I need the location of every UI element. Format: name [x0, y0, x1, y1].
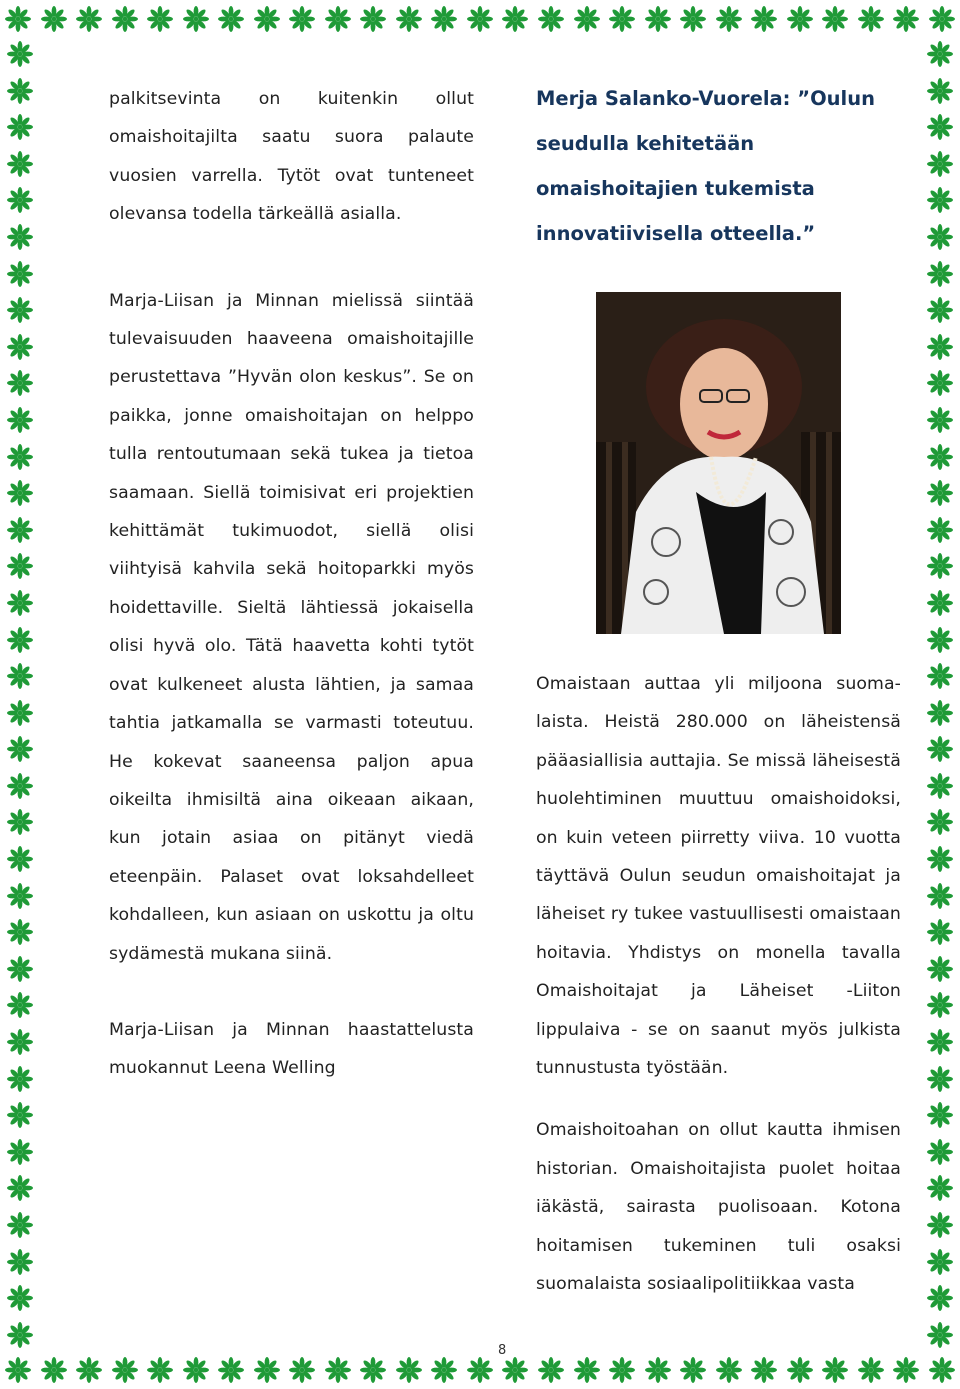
ornamental-leaf-icon: [6, 1211, 34, 1239]
ornamental-leaf-icon: [926, 1174, 954, 1202]
ornamental-leaf-icon: [926, 333, 954, 361]
ornamental-leaf-icon: [926, 479, 954, 507]
ornamental-leaf-icon: [926, 699, 954, 727]
ornamental-leaf-icon: [146, 5, 174, 33]
ornamental-leaf-icon: [857, 5, 885, 33]
ornamental-leaf-icon: [395, 5, 423, 33]
ornamental-leaf-icon: [679, 1356, 707, 1384]
ornamental-leaf-icon: [6, 1248, 34, 1276]
border-bottom: [0, 1351, 960, 1389]
ornamental-leaf-icon: [466, 5, 494, 33]
ornamental-leaf-icon: [40, 5, 68, 33]
ornamental-leaf-icon: [6, 186, 34, 214]
ornamental-leaf-icon: [6, 516, 34, 544]
ornamental-leaf-icon: [644, 5, 672, 33]
ornamental-leaf-icon: [6, 735, 34, 763]
left-paragraph-1: palkitsevinta on kuitenkin ollut omaishoitajilta saatu suora palaute vuosien varrella. Tytöt ovat tunteneet olevansa todella tärkeällä asialla.: [109, 89, 474, 225]
ornamental-leaf-icon: [6, 626, 34, 654]
ornamental-leaf-icon: [926, 406, 954, 434]
ornamental-leaf-icon: [926, 1065, 954, 1093]
ornamental-leaf-icon: [715, 1356, 743, 1384]
ornamental-leaf-icon: [928, 5, 956, 33]
ornamental-leaf-icon: [926, 772, 954, 800]
ornamental-leaf-icon: [926, 40, 954, 68]
ornamental-leaf-icon: [926, 223, 954, 251]
ornamental-leaf-icon: [146, 1356, 174, 1384]
ornamental-leaf-icon: [253, 5, 281, 33]
ornamental-leaf-icon: [608, 5, 636, 33]
ornamental-leaf-icon: [786, 5, 814, 33]
ornamental-leaf-icon: [182, 5, 210, 33]
ornamental-leaf-icon: [573, 1356, 601, 1384]
ornamental-leaf-icon: [430, 1356, 458, 1384]
ornamental-leaf-icon: [926, 589, 954, 617]
ornamental-leaf-icon: [926, 443, 954, 471]
ornamental-leaf-icon: [926, 1138, 954, 1166]
ornamental-leaf-icon: [926, 186, 954, 214]
ornamental-leaf-icon: [40, 1356, 68, 1384]
ornamental-leaf-icon: [926, 552, 954, 580]
ornamental-leaf-icon: [6, 77, 34, 105]
ornamental-leaf-icon: [926, 516, 954, 544]
left-paragraph-2: Marja-Liisan ja Minnan mielissä siintää tulevaisuuden haaveena omaishoitajille perustettava ”Hyvän olon keskus”. Se on paikka, jonne omaishoitajan on helppo tulla rentoutumaan sekä tukea ja tietoa saamaan. Siellä toimisivat eri projektien kehittämät tukimuodot, siellä olisi viihtyisä kahvila sekä hoitoparkki myös hoidettaville. Sieltä lähtiessä jokaisella olisi hyvä olo. Tätä haavetta kohti tytöt ovat kulkeneet alusta lähtien, ja samaa tahtia jatkamalla se varmasti toteutuu. He kokevat saaneensa paljon apua oikeilta ihmisiltä aina oikeaan aikaan, kun jotain asiaa on pitänyt viedä eteenpäin. Palaset ovat loksahdelleet kohdalleen, kun asiaan on uskottu ja oltu sydämestä mukana siinä.: [109, 290, 474, 964]
ornamental-leaf-icon: [6, 260, 34, 288]
ornamental-leaf-icon: [926, 662, 954, 690]
ornamental-leaf-icon: [926, 77, 954, 105]
ornamental-leaf-icon: [6, 1321, 34, 1349]
ornamental-leaf-icon: [6, 845, 34, 873]
ornamental-leaf-icon: [926, 991, 954, 1019]
ornamental-leaf-icon: [926, 1028, 954, 1056]
ornamental-leaf-icon: [6, 991, 34, 1019]
ornamental-leaf-icon: [6, 955, 34, 983]
ornamental-leaf-icon: [926, 1284, 954, 1312]
ornamental-leaf-icon: [644, 1356, 672, 1384]
ornamental-leaf-icon: [857, 1356, 885, 1384]
ornamental-leaf-icon: [111, 5, 139, 33]
ornamental-leaf-icon: [6, 1284, 34, 1312]
ornamental-leaf-icon: [6, 1174, 34, 1202]
ornamental-leaf-icon: [926, 260, 954, 288]
ornamental-leaf-icon: [501, 1356, 529, 1384]
ornamental-leaf-icon: [395, 1356, 423, 1384]
ornamental-leaf-icon: [926, 735, 954, 763]
ornamental-leaf-icon: [6, 113, 34, 141]
ornamental-leaf-icon: [750, 5, 778, 33]
portrait-photo: [596, 292, 841, 634]
ornamental-leaf-icon: [6, 296, 34, 324]
ornamental-leaf-icon: [6, 1065, 34, 1093]
ornamental-leaf-icon: [821, 5, 849, 33]
ornamental-leaf-icon: [926, 918, 954, 946]
border-right: [921, 38, 959, 1351]
border-top: [0, 0, 960, 38]
ornamental-leaf-icon: [6, 369, 34, 397]
ornamental-leaf-icon: [926, 882, 954, 910]
ornamental-leaf-icon: [6, 1138, 34, 1166]
ornamental-leaf-icon: [786, 1356, 814, 1384]
portrait-illustration: [596, 292, 841, 634]
right-paragraph-1: Omaistaan auttaa yli miljoona suoma-laista. Heistä 280.000 on läheistensä pääasiallisia auttajia. Se missä läheisestä huolehtiminen muuttuu omaishoidoksi, on kuin veteen piirretty viiva. 10 vuotta täyttävä Oulun seudun omaishoitajat ja läheiset ry tukee vastuullisesti omaistaan hoitavia. Yhdistys on monella tavalla Omaishoitajat ja Läheiset -Liiton lippulaiva - se on saanut myös julkista tunnustusta työstään.: [536, 674, 901, 1079]
article-heading: Merja Salanko-Vuorela: ”Oulun seudulla kehitetään omaishoitajien tukemista innovatiivisella otteella.”: [536, 87, 875, 245]
ornamental-leaf-icon: [6, 479, 34, 507]
ornamental-leaf-icon: [217, 5, 245, 33]
ornamental-leaf-icon: [573, 5, 601, 33]
ornamental-leaf-icon: [679, 5, 707, 33]
right-column: [536, 80, 901, 1304]
ornamental-leaf-icon: [324, 1356, 352, 1384]
ornamental-leaf-icon: [926, 296, 954, 324]
ornamental-leaf-icon: [6, 223, 34, 251]
ornamental-leaf-icon: [926, 1101, 954, 1129]
ornamental-leaf-icon: [359, 1356, 387, 1384]
page-number: 8: [498, 1343, 507, 1358]
ornamental-leaf-icon: [6, 1101, 34, 1129]
ornamental-leaf-icon: [466, 1356, 494, 1384]
ornamental-leaf-icon: [6, 699, 34, 727]
left-column: [109, 80, 474, 1088]
ornamental-leaf-icon: [6, 443, 34, 471]
ornamental-leaf-icon: [926, 1321, 954, 1349]
ornamental-leaf-icon: [217, 1356, 245, 1384]
ornamental-leaf-icon: [6, 150, 34, 178]
ornamental-leaf-icon: [715, 5, 743, 33]
ornamental-leaf-icon: [6, 662, 34, 690]
right-paragraph-2: Omaishoitoahan on ollut kautta ihmisen historian. Omaishoitajista puolet hoitaa iäkästä, sairasta puolisoaan. Kotona hoitamisen tukeminen tuli osaksi suomalaista sosiaalipolitiikkaa vasta: [536, 1120, 901, 1295]
ornamental-leaf-icon: [182, 1356, 210, 1384]
ornamental-leaf-icon: [288, 1356, 316, 1384]
ornamental-leaf-icon: [6, 40, 34, 68]
ornamental-leaf-icon: [430, 5, 458, 33]
ornamental-leaf-icon: [359, 5, 387, 33]
ornamental-leaf-icon: [6, 406, 34, 434]
ornamental-leaf-icon: [926, 1248, 954, 1276]
ornamental-leaf-icon: [928, 1356, 956, 1384]
ornamental-leaf-icon: [4, 5, 32, 33]
ornamental-leaf-icon: [926, 150, 954, 178]
left-paragraph-3: Marja-Liisan ja Minnan haastattelusta muokannut Leena Welling: [109, 1019, 474, 1079]
border-left: [1, 38, 39, 1351]
ornamental-leaf-icon: [6, 333, 34, 361]
ornamental-leaf-icon: [501, 5, 529, 33]
ornamental-leaf-icon: [926, 845, 954, 873]
ornamental-leaf-icon: [926, 113, 954, 141]
ornamental-leaf-icon: [926, 1211, 954, 1239]
ornamental-leaf-icon: [288, 5, 316, 33]
ornamental-leaf-icon: [892, 1356, 920, 1384]
ornamental-leaf-icon: [926, 955, 954, 983]
ornamental-leaf-icon: [6, 589, 34, 617]
ornamental-leaf-icon: [608, 1356, 636, 1384]
ornamental-leaf-icon: [4, 1356, 32, 1384]
ornamental-leaf-icon: [926, 369, 954, 397]
ornamental-leaf-icon: [537, 5, 565, 33]
ornamental-leaf-icon: [6, 552, 34, 580]
ornamental-leaf-icon: [6, 772, 34, 800]
ornamental-leaf-icon: [926, 626, 954, 654]
ornamental-leaf-icon: [892, 5, 920, 33]
ornamental-leaf-icon: [75, 1356, 103, 1384]
ornamental-leaf-icon: [75, 5, 103, 33]
ornamental-leaf-icon: [324, 5, 352, 33]
ornamental-leaf-icon: [821, 1356, 849, 1384]
ornamental-leaf-icon: [750, 1356, 778, 1384]
ornamental-leaf-icon: [926, 808, 954, 836]
ornamental-leaf-icon: [111, 1356, 139, 1384]
ornamental-leaf-icon: [6, 882, 34, 910]
ornamental-leaf-icon: [6, 808, 34, 836]
ornamental-leaf-icon: [537, 1356, 565, 1384]
ornamental-leaf-icon: [6, 918, 34, 946]
ornamental-leaf-icon: [6, 1028, 34, 1056]
ornamental-leaf-icon: [253, 1356, 281, 1384]
